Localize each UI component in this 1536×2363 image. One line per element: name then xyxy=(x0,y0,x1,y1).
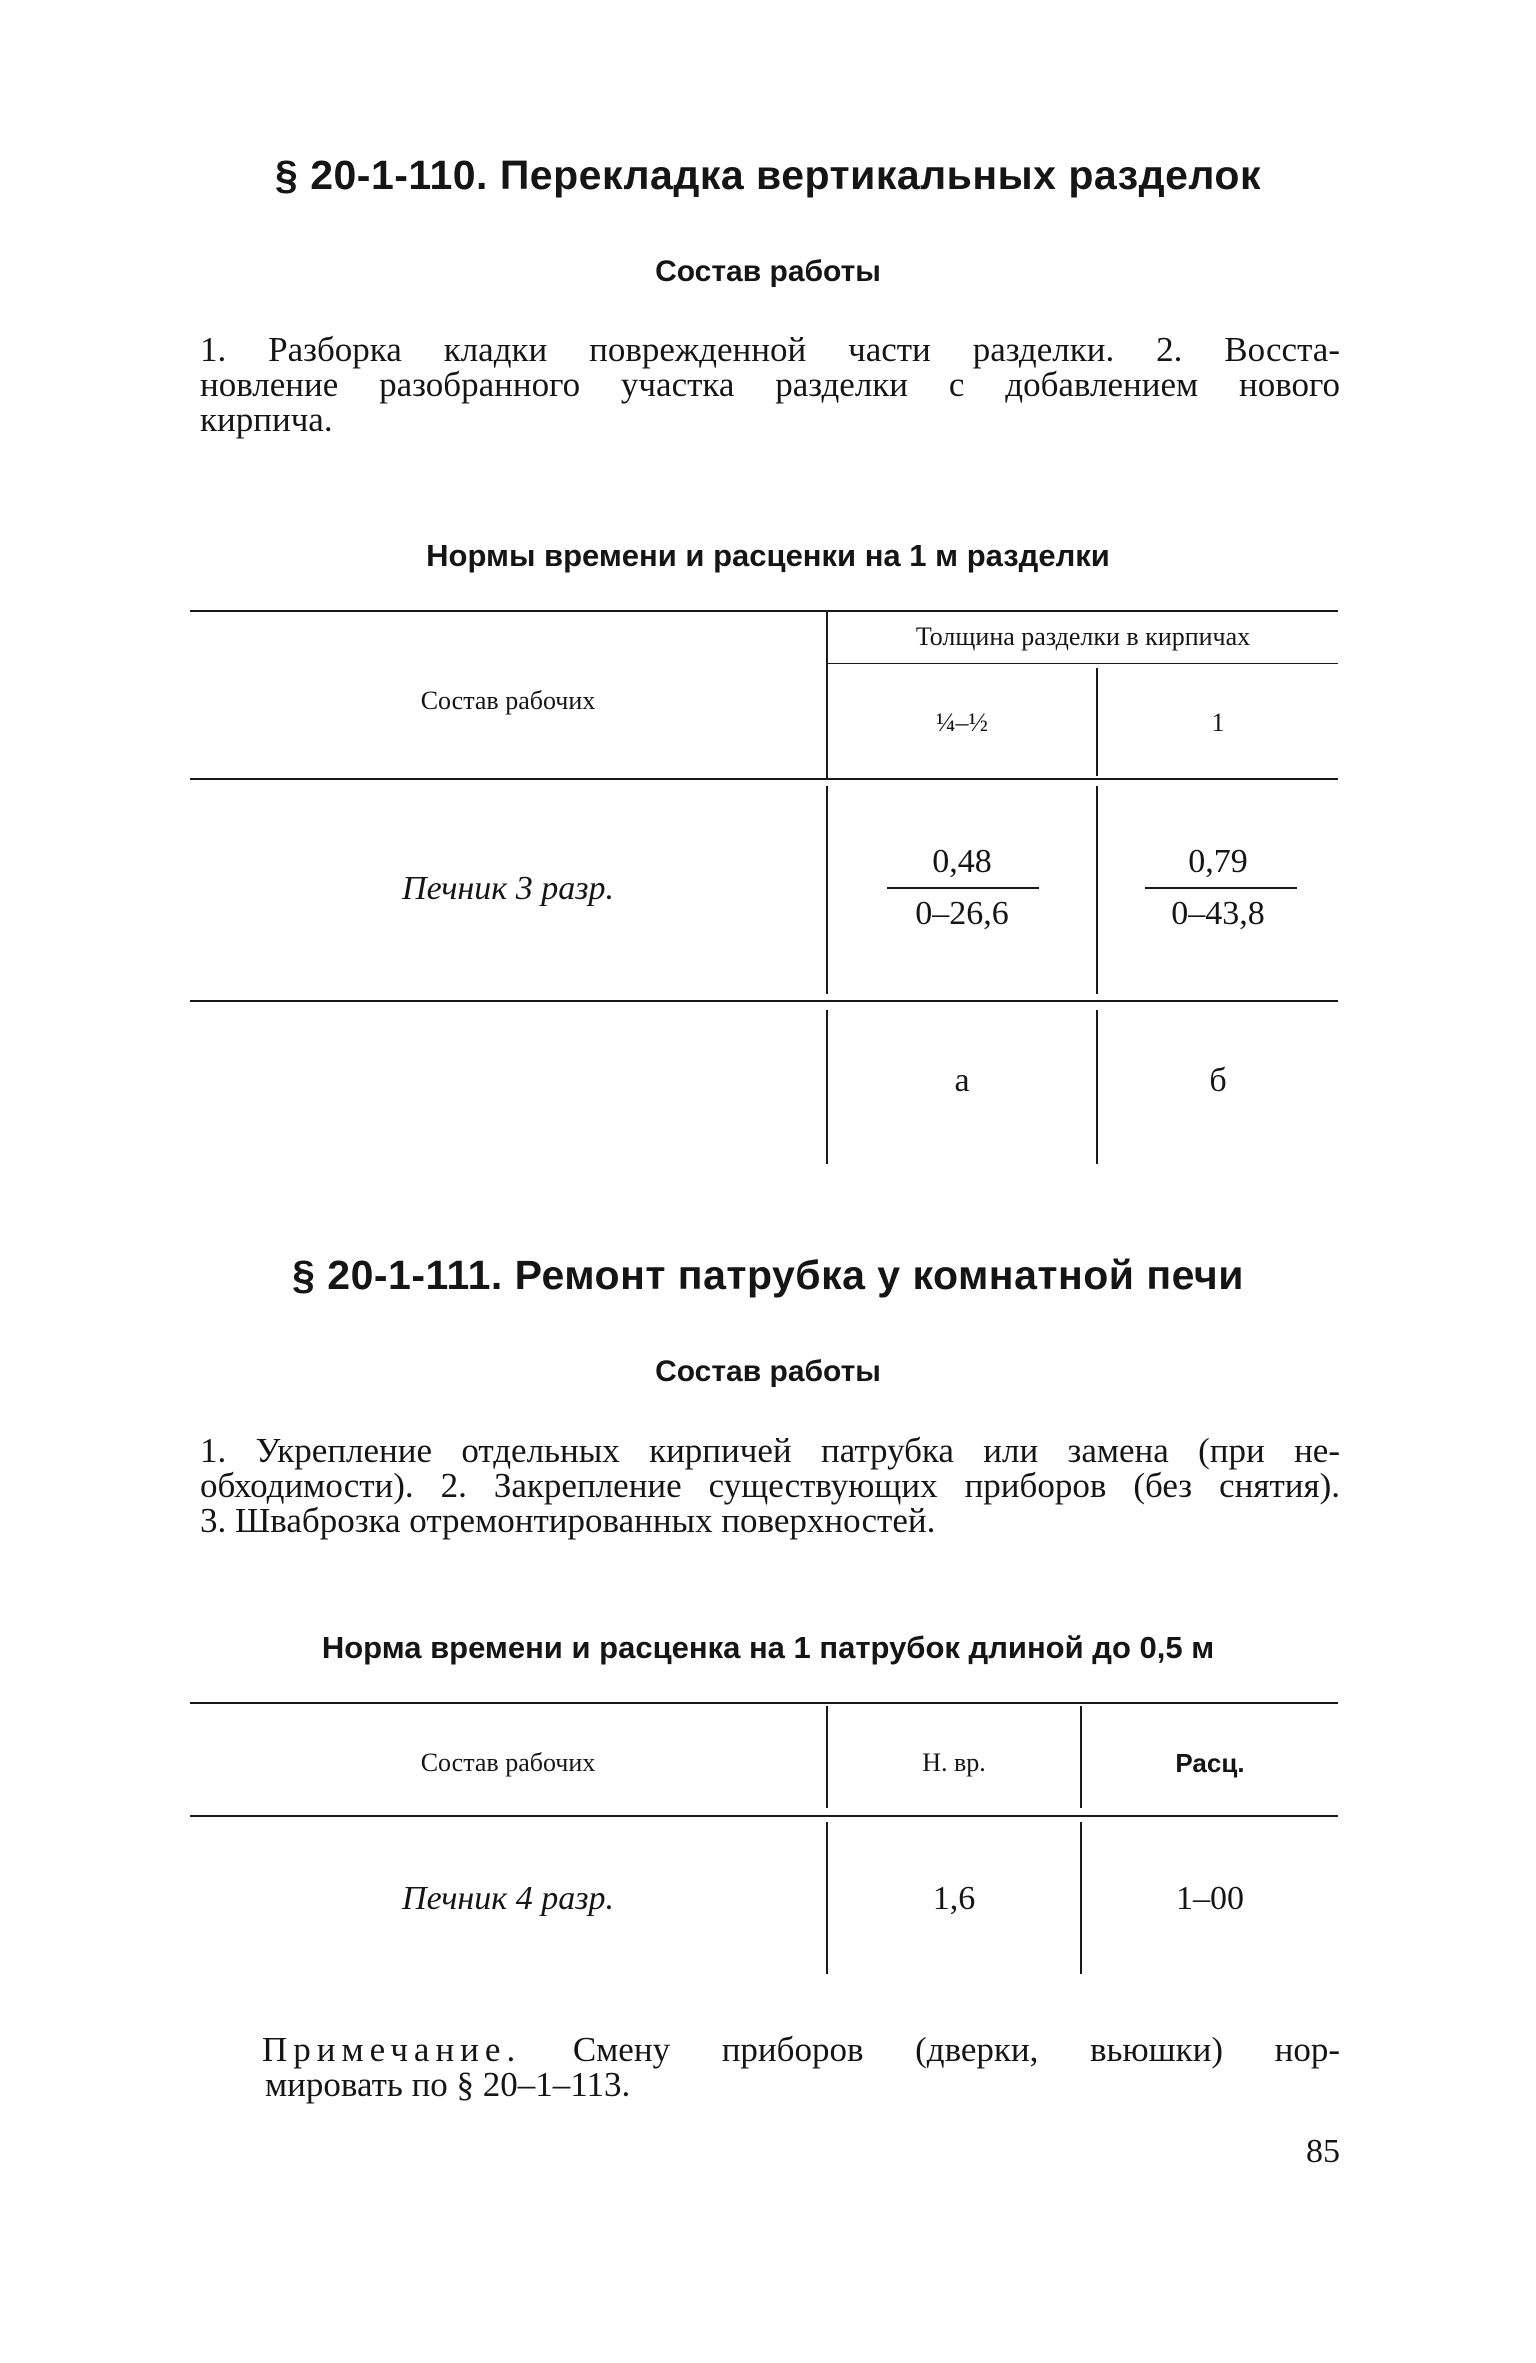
table-1-col-group: Толщина разделки в кирпичах xyxy=(915,622,1251,651)
table-1-col-b-header: 1 xyxy=(1211,708,1225,737)
table-1-a-time: 0,48 xyxy=(932,843,992,880)
table-2-time: 1,6 xyxy=(932,1880,976,1917)
table-1-a-price: 0–26,6 xyxy=(915,895,1009,932)
table-2-row-worker: Печник 4 разр. xyxy=(402,1880,614,1917)
table-1-col-a-index: а xyxy=(954,1062,970,1099)
section-2-work-text xyxy=(200,1433,1340,1538)
table-1-col-workers: Состав рабочих xyxy=(420,686,596,715)
page-number: 85 xyxy=(1306,2133,1340,2170)
section-1-work-line-3: кирпича. xyxy=(200,400,333,439)
table-2-col-price: Расц. xyxy=(1175,1748,1245,1778)
table-1-vline-2b xyxy=(1096,786,1098,994)
note xyxy=(262,2032,1340,2067)
table-1-body-rule xyxy=(190,1000,1338,1002)
table-2-price: 1–00 xyxy=(1176,1880,1244,1917)
note-line-1 xyxy=(262,2032,1340,2067)
table-1-header-rule xyxy=(190,778,1338,780)
table-1-col-b-index: б xyxy=(1209,1062,1227,1099)
table-1-group-rule xyxy=(827,663,1338,664)
table-1-b-price: 0–43,8 xyxy=(1171,895,1265,932)
note-label: Примечание. xyxy=(262,2030,522,2069)
section-1-title: § 20-1-110. Перекладка вертикальных разделок xyxy=(275,152,1261,198)
section-2-work-line-2: обходимости). 2. Закрепление существующих приборов (без снятия). xyxy=(200,1466,1340,1505)
section-1-work-heading: Состав работы xyxy=(655,255,881,288)
section-2-work-heading: Состав работы xyxy=(655,1355,881,1388)
section-1-work-line-2: новление разобранного участка разделки с добавлением нового xyxy=(200,365,1340,404)
table-2-header-rule xyxy=(190,1815,1338,1817)
section-2-work-line-1: 1. Укрепление отдельных кирпичей патрубка или замена (при не- xyxy=(200,1431,1340,1470)
table-2-col-workers: Состав рабочих xyxy=(420,1748,596,1777)
table-1-vline-1b xyxy=(826,786,828,994)
table-1-a-fraction-bar xyxy=(887,887,1039,889)
section-2-work-line-3: 3. Шваброзка отремонтированных поверхностей. xyxy=(200,1501,936,1540)
section-2-table-title: Норма времени и расценка на 1 патрубок длиной до 0,5 м xyxy=(321,1630,1215,1665)
table-2-top-rule xyxy=(190,1702,1338,1704)
note-line-1-text: Смену приборов (дверки, вьюшки) нор- xyxy=(521,2030,1340,2069)
section-1-table-title: Нормы времени и расценки на 1 м разделки xyxy=(426,538,1110,573)
table-1-b-time: 0,79 xyxy=(1188,843,1248,880)
table-1-top-rule xyxy=(190,610,1338,612)
section-1-work-text xyxy=(200,332,1340,437)
note-line-2: мировать по § 20–1–113. xyxy=(265,2065,631,2104)
table-1-b-fraction-bar xyxy=(1145,887,1297,889)
table-1-row-worker: Печник 3 разр. xyxy=(402,870,614,907)
table-1-col-a-header: ¼–½ xyxy=(936,708,988,737)
table-2-col-time: Н. вр. xyxy=(922,1748,986,1777)
section-1-work-line-1: 1. Разборка кладки поврежденной части разделки. 2. Восста- xyxy=(200,330,1340,369)
section-2-title: § 20-1-111. Ремонт патрубка у комнатной печи xyxy=(292,1252,1244,1298)
